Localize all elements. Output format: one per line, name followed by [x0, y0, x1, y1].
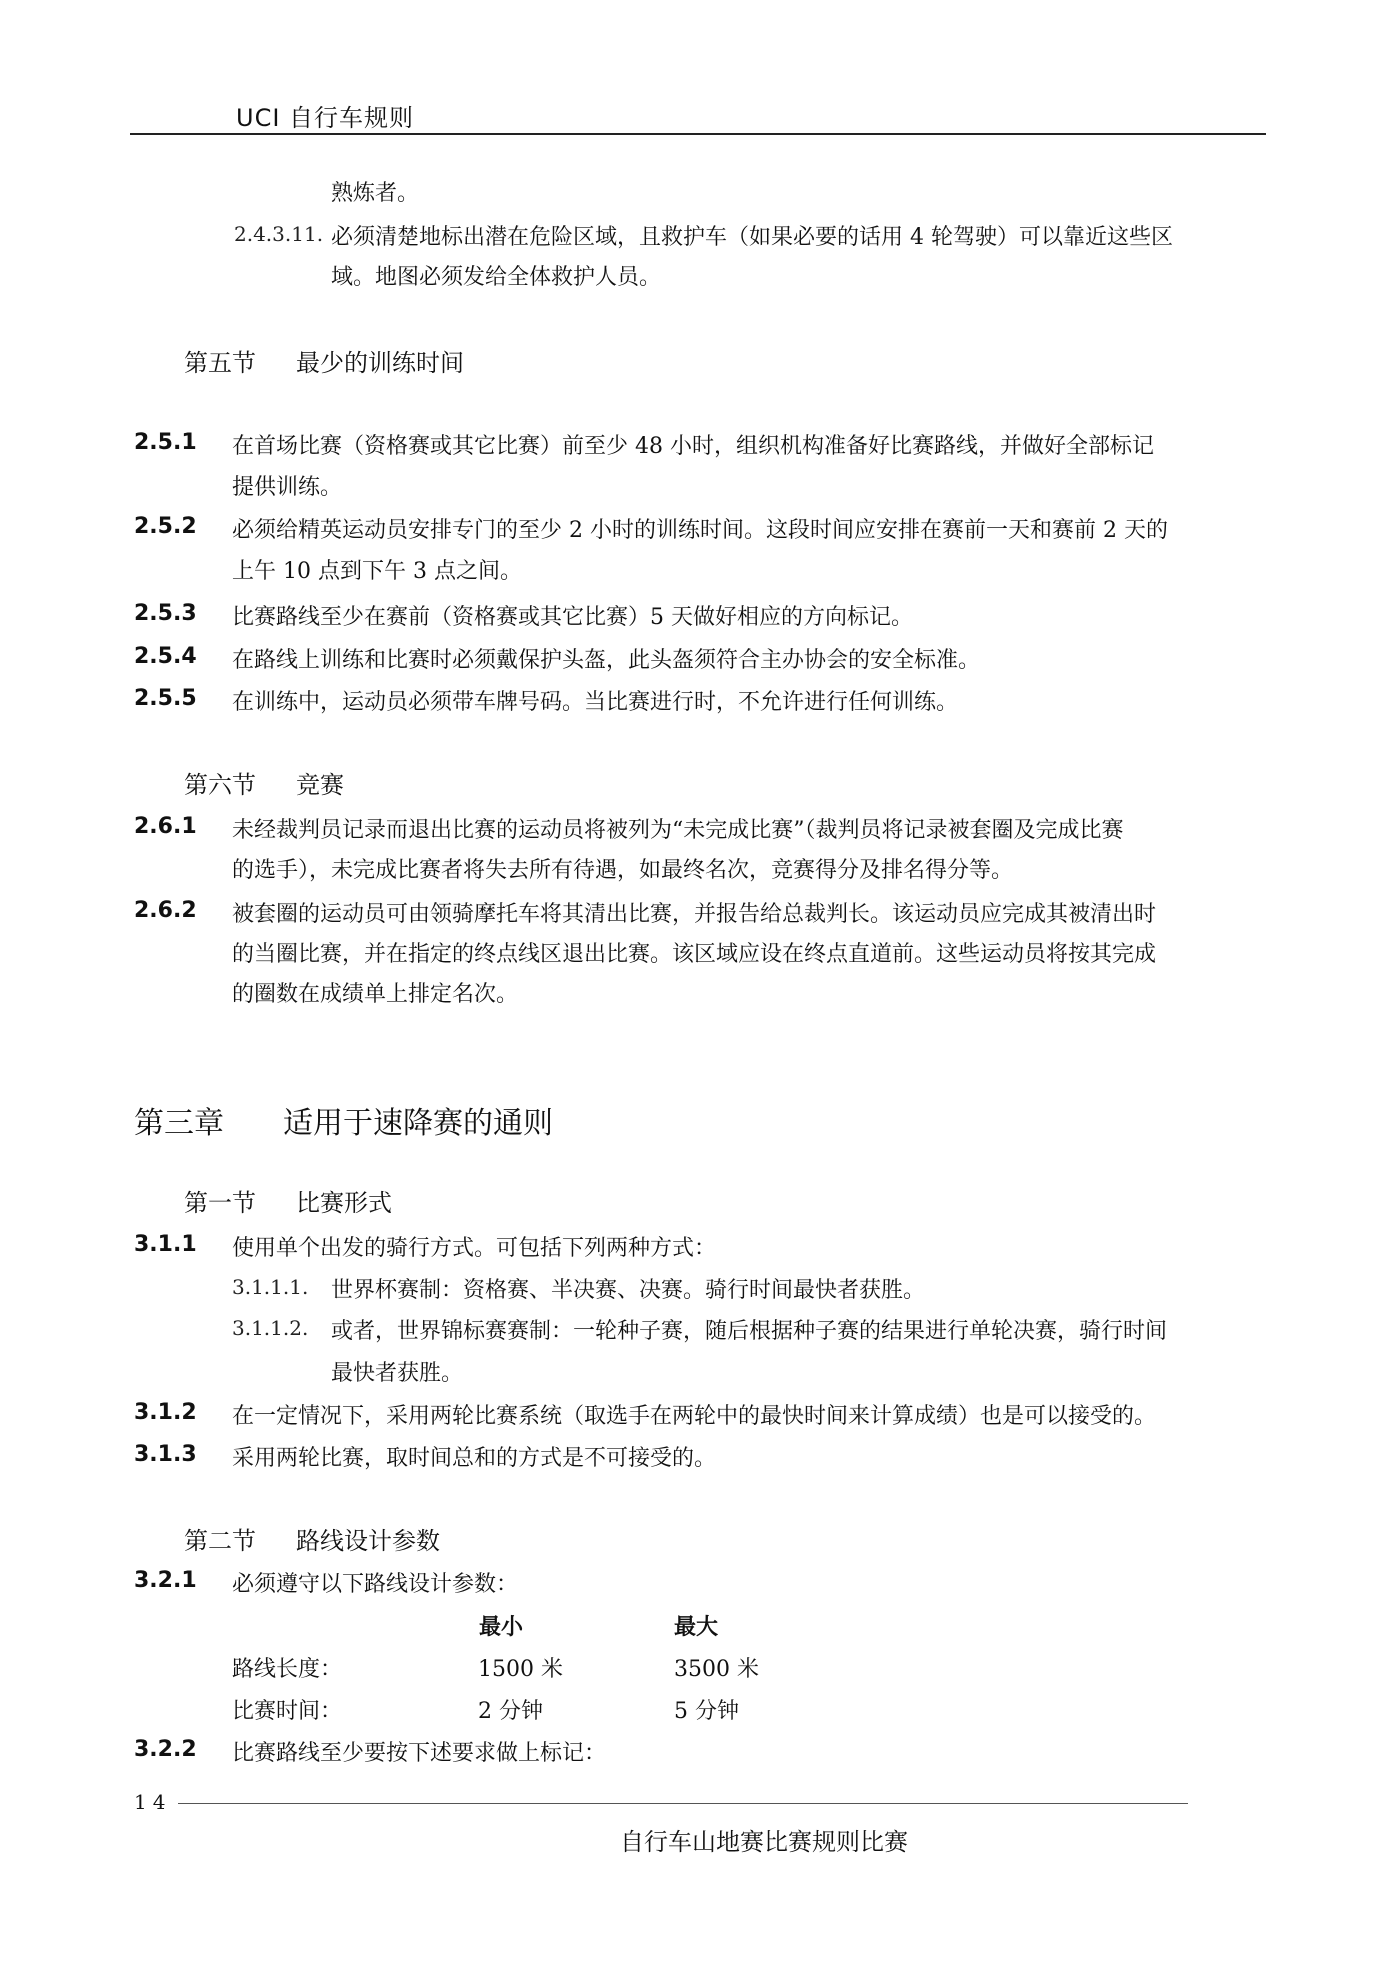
chapter-heading — [134, 1098, 553, 1142]
clause-text-line: 在训练中，运动员必须带车牌号码。当比赛进行时，不允许进行任何训练。 — [232, 690, 959, 715]
clause-text-line: 必须遵守以下路线设计参数： — [232, 1572, 519, 1597]
subclause-number: 3.1.1.1. — [232, 1275, 309, 1299]
clause-number: 2.6.2 — [134, 898, 197, 923]
clause-text-line: 使用单个出发的骑行方式。可包括下列两种方式： — [232, 1236, 717, 1261]
continued-text: 熟炼者。 — [331, 181, 420, 206]
subclause-text-line: 世界杯赛制：资格赛、半决赛、决赛。骑行时间最快者获胜。 — [331, 1278, 926, 1303]
subclause-number: 3.1.1.2. — [232, 1316, 309, 1340]
chapter-label: 第三章 — [134, 1106, 224, 1141]
footer-title: 自行车山地赛比赛规则比赛 — [620, 1828, 908, 1856]
clause-text-line: 提供训练。 — [232, 475, 343, 500]
clause-number: 3.1.3 — [134, 1442, 197, 1467]
running-header-title: UCI 自行车规则 — [236, 104, 415, 132]
page-number: 14 — [134, 1790, 172, 1814]
clause-number: 2.5.4 — [134, 644, 197, 669]
table-cell: 1500 米 — [478, 1657, 563, 1682]
clause-text-line: 上午 10 点到下午 3 点之间。 — [232, 559, 522, 584]
clause-number: 3.1.1 — [134, 1232, 197, 1257]
chapter-title: 适用于速降赛的通则 — [283, 1106, 553, 1141]
clause-text-line: 的当圈比赛，并在指定的终点线区退出比赛。该区域应设在终点直道前。这些运动员将按其完成 — [232, 942, 1157, 967]
clause-text-line: 在一定情况下，采用两轮比赛系统（取选手在两轮中的最快时间来计算成绩）也是可以接受的。 — [232, 1404, 1157, 1429]
clause-text-line: 比赛路线至少要按下述要求做上标记： — [232, 1741, 607, 1766]
clause-number: 2.5.1 — [134, 430, 197, 455]
section-label: 第六节 — [184, 771, 256, 799]
clause-number: 2.5.5 — [134, 686, 197, 711]
clause-text-line: 必须给精英运动员安排专门的至少 2 小时的训练时间。这段时间应安排在赛前一天和赛前 2 天的 — [232, 518, 1168, 543]
section-heading — [184, 343, 464, 378]
footer-rule — [178, 1803, 1188, 1804]
table-cell: 5 分钟 — [674, 1699, 739, 1724]
clause-text-line: 比赛路线至少在赛前（资格赛或其它比赛）5 天做好相应的方向标记。 — [232, 605, 913, 630]
table-row-label: 比赛时间： — [232, 1699, 343, 1724]
section-title: 比赛形式 — [296, 1189, 392, 1217]
clause-text-line: 的选手），未完成比赛者将失去所有待遇，如最终名次，竞赛得分及排名得分等。 — [232, 858, 1014, 883]
clause-number: 3.1.2 — [134, 1400, 197, 1425]
clause-number: 2.6.1 — [134, 814, 197, 839]
table-cell: 2 分钟 — [478, 1699, 543, 1724]
clause-text-line: 未经裁判员记录而退出比赛的运动员将被列为“未完成比赛”（裁判员将记录被套圈及完成比赛 — [232, 818, 1124, 843]
header-rule — [130, 133, 1266, 135]
table-header-min: 最小 — [479, 1615, 524, 1640]
section-title: 路线设计参数 — [296, 1527, 440, 1555]
clause-number: 3.2.1 — [134, 1568, 197, 1593]
item-text-line: 域。地图必须发给全体救护人员。 — [331, 265, 662, 290]
section-label: 第二节 — [184, 1527, 256, 1555]
section-label: 第一节 — [184, 1189, 256, 1217]
table-row-label: 路线长度： — [232, 1657, 343, 1682]
section-heading — [184, 1183, 392, 1218]
clause-number: 3.2.2 — [134, 1737, 197, 1762]
table-cell: 3500 米 — [674, 1657, 759, 1682]
clause-number: 2.5.2 — [134, 514, 197, 539]
section-label: 第五节 — [184, 349, 256, 377]
clause-number: 2.5.3 — [134, 601, 197, 626]
item-number: 2.4.3.11. — [234, 222, 324, 246]
section-heading — [184, 765, 344, 800]
clause-text-line: 在路线上训练和比赛时必须戴保护头盔，此头盔须符合主办协会的安全标准。 — [232, 648, 981, 673]
clause-text-line: 在首场比赛（资格赛或其它比赛）前至少 48 小时，组织机构准备好比赛路线，并做好全部标记 — [232, 434, 1154, 459]
subclause-text-line: 或者，世界锦标赛赛制：一轮种子赛，随后根据种子赛的结果进行单轮决赛，骑行时间 — [331, 1319, 1168, 1344]
section-heading — [184, 1521, 440, 1556]
section-title: 竞赛 — [296, 771, 344, 799]
section-title: 最少的训练时间 — [296, 349, 464, 377]
item-text-line: 必须清楚地标出潜在危险区域，且救护车（如果必要的话用 4 轮驾驶）可以靠近这些区 — [331, 225, 1173, 250]
clause-text-line: 的圈数在成绩单上排定名次。 — [232, 982, 519, 1007]
clause-text-line: 被套圈的运动员可由领骑摩托车将其清出比赛，并报告给总裁判长。该运动员应完成其被清出时 — [232, 902, 1157, 927]
subclause-text-line: 最快者获胜。 — [331, 1361, 464, 1386]
clause-text-line: 采用两轮比赛，取时间总和的方式是不可接受的。 — [232, 1446, 717, 1471]
table-header-max: 最大 — [674, 1615, 719, 1640]
